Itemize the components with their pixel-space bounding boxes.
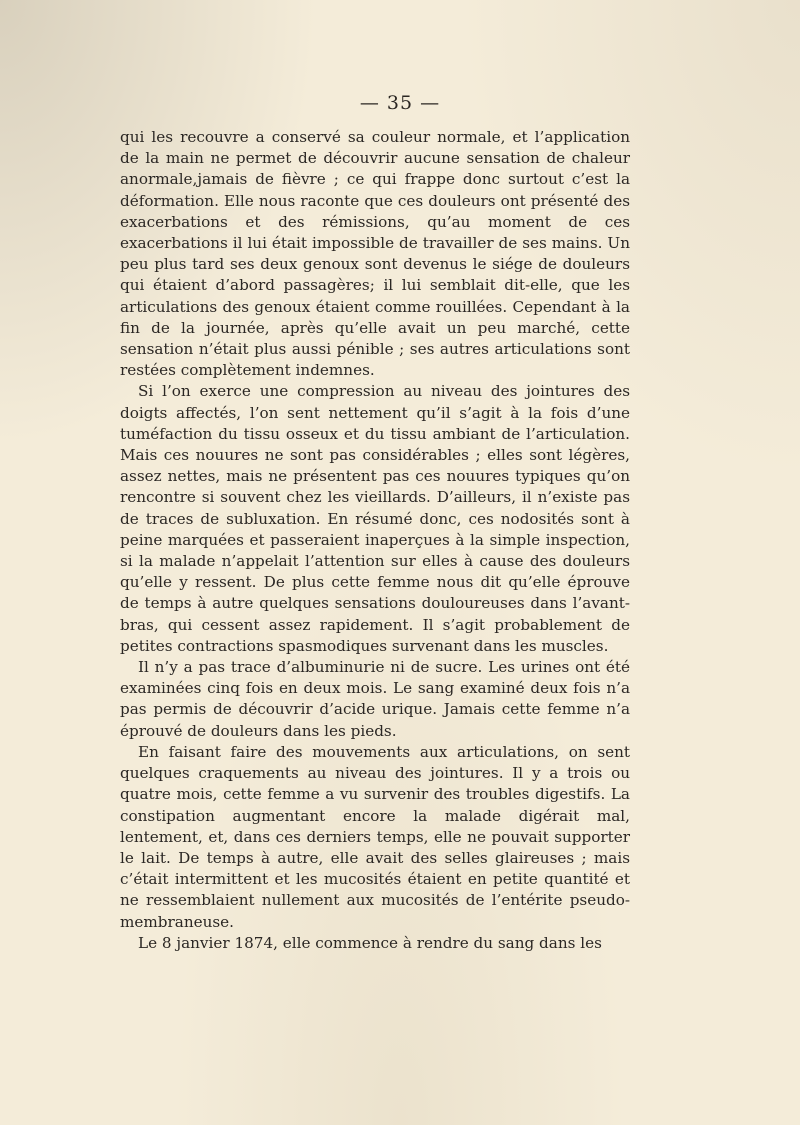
paragraph: En faisant faire des mouvements aux articulations, on sent quelques craquements au niveau des jointures. Il y a trois ou quatre mois, cette femme a vu survenir des troubles digestifs. La constipation augmentant encore la malade digérait mal, lentement, et, dans ces derniers temps, elle ne pouvait supporter le lait. De temps à autre, elle avait des selles glaireuses ; mais c’était intermittent et les mucosités étaient en petite quantité et ne ressemblaient nullement aux mucosités de l’entérite pseudo-membraneuse. [120,742,630,931]
page-number: — 35 — [359,92,441,114]
paragraph: Il n’y a pas trace d’albuminurie ni de sucre. Les urines ont été examinées cinq fois en deux mois. Le sang examiné deux fois n’a pas permis de découvrir d’acide urique. Jamais cette femme n’a éprouvé de douleurs dans les pieds. [120,658,630,740]
paragraph: Le 8 janvier 1874, elle commence à rendre du sang dans les [138,933,602,952]
body-text [120,127,630,954]
paragraph: qui les recouvre a conservé sa couleur normale, et l’application de la main ne permet de découvrir aucune sensation de chaleur anormale,jamais de fièvre ; ce qui frappe donc surtout c’est la déformation. Elle nous raconte que ces douleurs ont présenté des exacerbations et des rémissions, qu’au moment de ces exacerbations il lui était impossible de travailler de ses mains. Un peu plus tard ses deux genoux sont devenus le siége de douleurs qui étaient d’abord passagères; il lui semblait dit-elle, que les articulations des genoux étaient comme rouillées. Cependant à la fin de la journée, après qu’elle avait un peu marché, cette sensation n’était plus aussi pénible ; ses autres articulations sont restées complètement indemnes. [120,128,630,380]
paragraph: Si l’on exerce une compression au niveau des jointures des doigts affectés, l’on sent nettement qu’il s’agit à la fois d’une tuméfaction du tissu osseux et du tissu ambiant de l’articulation. Mais ces nouures ne sont pas considérables ; elles sont légères, assez nettes, mais ne présentent pas ces nouures typiques qu’on rencontre si souvent chez les vieillards. D’ailleurs, il n’existe pas de traces de subluxation. En résumé donc, ces nodosités sont à peine marquées et passeraient inaperçues à la simple inspection, si la malade n’appelait l’attention sur elles à cause des douleurs qu’elle y ressent. De plus cette femme nous dit qu’elle éprouve de temps à autre quelques sensations douloureuses dans l’avant-bras, qui cessent assez rapidement. Il s’agit probablement de petites contractions spasmodiques survenant dans les muscles. [120,382,630,655]
